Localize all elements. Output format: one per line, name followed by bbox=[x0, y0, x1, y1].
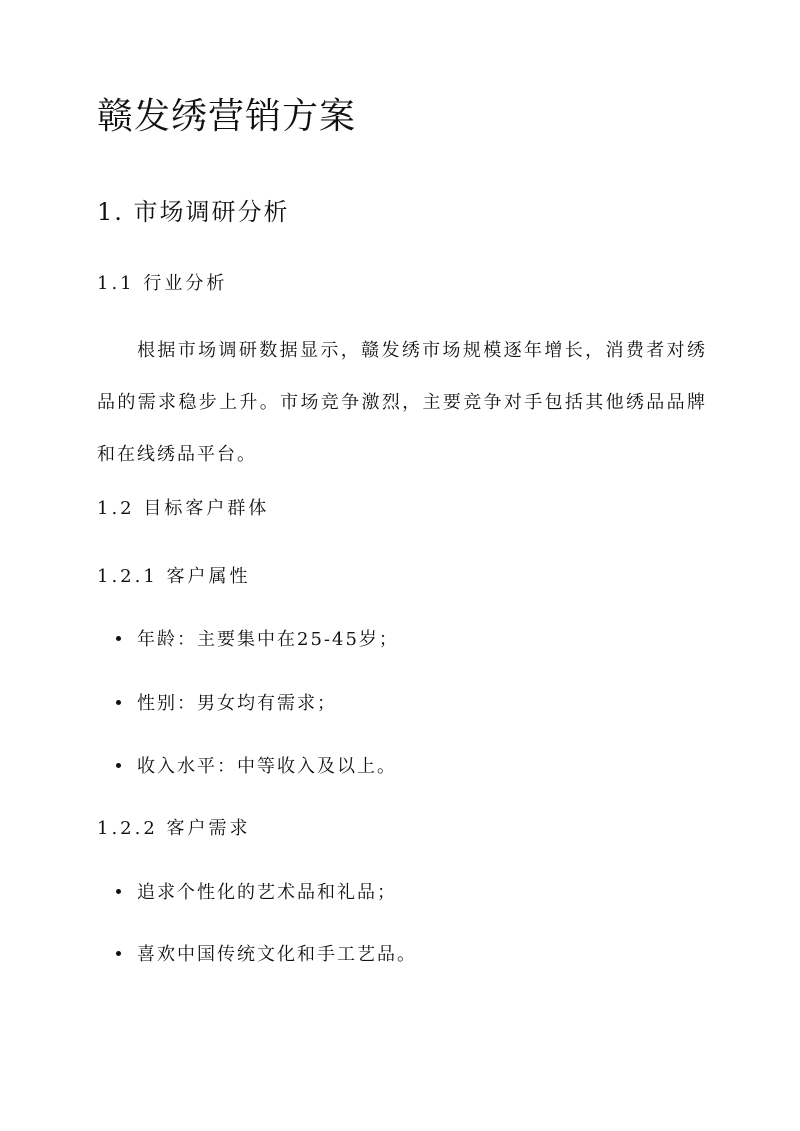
list-item-text: 年龄：主要集中在25-45岁； bbox=[137, 629, 399, 650]
list-item bbox=[116, 627, 399, 653]
document-title: 赣发绣营销方案 bbox=[97, 96, 357, 137]
list-item bbox=[116, 754, 397, 780]
list-item-text: 追求个性化的艺术品和礼品； bbox=[137, 882, 397, 903]
bullet-icon bbox=[116, 951, 121, 956]
bullet-icon bbox=[116, 889, 121, 894]
bullet-icon bbox=[116, 636, 121, 641]
subsection-heading-industry-analysis: 1.1 行业分析 bbox=[97, 273, 228, 294]
section-heading-market-research: 1. 市场调研分析 bbox=[97, 198, 290, 226]
list-item bbox=[116, 942, 417, 968]
list-item bbox=[116, 691, 337, 717]
bullet-icon bbox=[116, 763, 121, 768]
list-item bbox=[116, 880, 397, 906]
subsection-heading-target-customers: 1.2 目标客户群体 bbox=[97, 498, 270, 519]
subsubsection-heading-customer-attributes: 1.2.1 客户属性 bbox=[97, 566, 251, 587]
list-item-text: 收入水平：中等收入及以上。 bbox=[137, 756, 397, 777]
industry-analysis-paragraph: 根据市场调研数据显示，赣发绣市场规模逐年增长，消费者对绣品的需求稳步上升。市场竞争激烈，主要竞争对手包括其他绣品品牌和在线绣品平台。 bbox=[97, 340, 707, 465]
bullet-icon bbox=[116, 700, 121, 705]
list-item-text: 喜欢中国传统文化和手工艺品。 bbox=[137, 944, 417, 965]
subsubsection-heading-customer-needs: 1.2.2 客户需求 bbox=[97, 818, 251, 839]
list-item-text: 性别：男女均有需求； bbox=[137, 693, 337, 714]
